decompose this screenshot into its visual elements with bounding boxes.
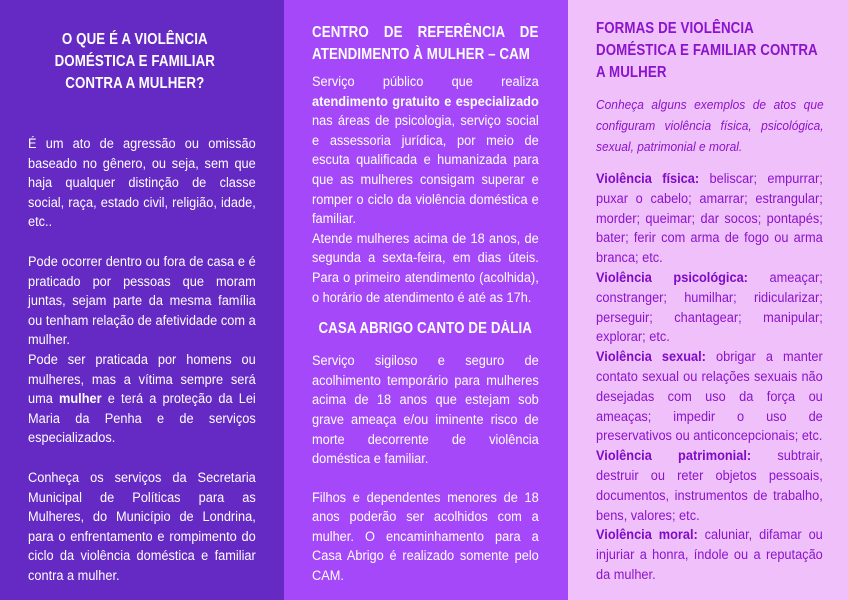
casa-paragraph-description: Serviço sigiloso e seguro de acolhimento temporário para mulheres acima de 18 anos que estejam sob grave ameaça e/ou iminente risco de morte decorrente de violência doméstica e familiar. xyxy=(312,353,539,468)
cam-paragraph-description: Serviço público que realiza atendimento gratuito e especializado nas áreas de psicologia, serviço social e assessoria jurídica, por meio de escuta qualificada e humanizada para que as mulheres consigam superar e romper o ciclo da violência doméstica e familiar. xyxy=(312,74,539,228)
panel1-paragraph-services: Conheça os serviços da Secretaria Municipal de Políticas para as Mulheres, do Município de Londrina, para o enfrentamento e rompimento do ciclo da violência doméstica e familiar contra a mulher. xyxy=(28,469,256,584)
cam-title: CENTRO DE REFERÊNCIA DE ATENDIMENTO À MULHER – CAM xyxy=(312,24,539,63)
panel1-title: O QUE É A VIOLÊNCIA DOMÉSTICA E FAMILIAR CONTRA A MULHER? xyxy=(54,31,216,92)
panel-services xyxy=(284,0,568,600)
emphasis-atendimento: atendimento gratuito e especializado xyxy=(312,93,539,110)
form-fisica: Violência física: beliscar; empurrar; puxar o cabelo; amarrar; estrangular; morder; queimar; dar socos; pontapés; bater; ferir com arma de fogo ou arma branca; etc. xyxy=(596,171,823,267)
panel3-lead: Conheça alguns exemplos de atos que configuram violência física, psicológica, sexual, patrimonial e moral. xyxy=(596,97,824,154)
emphasis-mulher: mulher xyxy=(59,391,102,408)
panel1-paragraph-who: Pode ser praticada por homens ou mulheres, mas a vítima sempre será uma mulher e terá a proteção da Lei Maria da Penha e de serviços especializados. xyxy=(28,351,256,447)
forms-list xyxy=(596,170,823,586)
casa-paragraph-dependents: Filhos e dependentes menores de 18 anos poderão ser acolhidos com a mulher. O encaminhamento para a Casa Abrigo é realizado somente pelo CAM. xyxy=(312,489,539,585)
form-moral: Violência moral: caluniar, difamar ou injuriar a honra, índole ou a reputação da mulher. xyxy=(596,527,823,583)
panel1-paragraph-definition: É um ato de agressão ou omissão baseado no gênero, ou seja, sem que haja qualquer distinção de classe social, raça, estado civil, religião, idade, etc.. xyxy=(28,136,256,231)
form-psicologica: Violência psicológica: ameaçar; constranger; humilhar; ridicularizar; perseguir; chantagear; manipular; explorar; etc. xyxy=(596,269,823,346)
form-patrimonial: Violência patrimonial: subtrair, destruir ou reter objetos pessoais, documentos, instrumentos de trabalho, bens, valores; etc. xyxy=(596,448,823,524)
cam-paragraph-hours: Atende mulheres acima de 18 anos, de segunda a sexta-feira, em dias úteis. Para o primeiro atendimento (acolhida), o horário de atendimento é até as 17h. xyxy=(312,230,539,306)
cam-body xyxy=(312,73,539,308)
panel-what-is-violence xyxy=(0,0,284,600)
form-sexual: Violência sexual: obrigar a manter contato sexual ou relações sexuais não desejadas com uso da força ou ameaças; impedir o uso de preservativos ou anticoncepcionais; etc. xyxy=(596,349,823,445)
panel1-body xyxy=(28,135,256,586)
casa-abrigo-body xyxy=(312,352,539,587)
casa-abrigo-title: CASA ABRIGO CANTO DE DÁLIA xyxy=(318,320,532,338)
panel-forms-of-violence xyxy=(568,0,848,600)
panel3-title: FORMAS DE VIOLÊNCIA DOMÉSTICA E FAMILIAR CONTRA A MULHER xyxy=(596,20,818,81)
panel1-paragraph-where: Pode ocorrer dentro ou fora de casa e é praticado por pessoas que moram juntas, sejam parte da mesma família ou tenham relação de afetividade com a mulher. xyxy=(28,253,256,349)
